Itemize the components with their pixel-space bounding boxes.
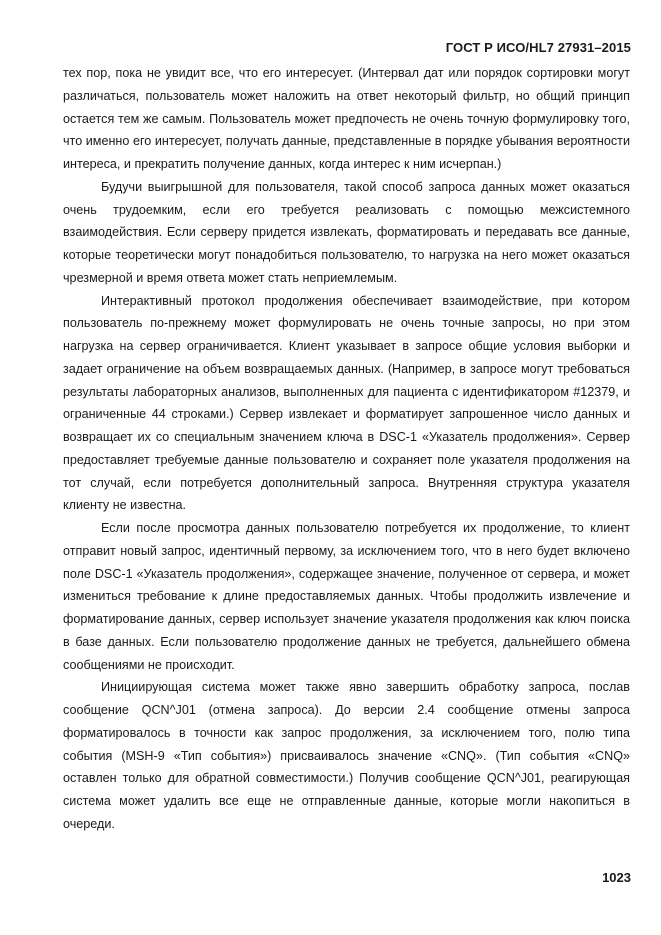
document-body	[63, 62, 630, 836]
document-header: ГОСТ Р ИСО/HL7 27931–2015	[445, 40, 631, 55]
paragraph-4: Если после просмотра данных пользователю потребуется их продолжение, то клиент отправит новый запрос, идентичный первому, за исключением того, что в него будет включено поле DSC-1 «Указатель продолжения», содержащее значение, полученное от сервера, и может измениться требование к длине предоставляемых данных. Чтобы продолжить извлечение и форматирование данных, сервер использует значение указателя продолжения как ключ поиска в базе данных. Если пользователю продолжение данных не требуется, дальнейшего обмена сообщениями не происходит.	[63, 521, 630, 672]
paragraph-3: Интерактивный протокол продолжения обеспечивает взаимодействие, при котором пользователь по-прежнему может формулировать не очень точные запросы, но при этом нагрузка на сервер ограничивается. Клиент указывает в запросе общие условия выборки и задает ограничение на объем возвращаемых данных. (Например, в запросе могут требоваться результаты лабораторных анализов, выполненных для пациента с идентификатором #12379, и ограниченные 44 строками.) Сервер извлекает и форматирует запрошенное число данных и возвращает их со специальным значением ключа в DSC-1 «Указатель продолжения». Сервер предоставляет требуемые данные пользователю и сохраняет поле указателя продолжения на тот случай, если потребуется дополнительный запроса. Внутренняя структура указателя клиенту не известна.	[63, 293, 630, 513]
paragraph-5: Инициирующая система может также явно завершить обработку запроса, послав сообщение QCN^J01 (отмена запроса). До версии 2.4 сообщение отмены запроса форматировалось в точности как запрос продолжения, за исключением того, полю типа события (MSH-9 «Тип события») присваивалось значение «CNQ». (Тип события «CNQ» оставлен только для обратной совместимости.) Получив сообщение QCN^J01, реагирующая система может удалить все еще не отправленные данные, которые могли накопиться в очереди.	[63, 680, 630, 831]
paragraph-1: тех пор, пока не увидит все, что его интересует. (Интервал дат или порядок сортировки могут различаться, пользователь может наложить на ответ некоторый фильтр, но общий принцип остается тем же самым. Пользователь может предпочесть не очень точную формулировку того, что именно его интересует, получать данные, представленные в порядке убывания вероятности интереса, и прекратить получение данных, когда интерес к ним исчерпан.)	[63, 66, 630, 171]
page-number: 1023	[602, 870, 631, 885]
paragraph-2: Будучи выигрышной для пользователя, такой способ запроса данных может оказаться очень трудоемким, если его требуется реализовать с помощью межсистемного взаимодействия. Если серверу придется извлекать, форматировать и передавать все данные, которые теоретически могут понадобиться пользователю, то нагрузка на него может оказаться чрезмерной и время ответа может стать неприемлемым.	[63, 179, 630, 285]
